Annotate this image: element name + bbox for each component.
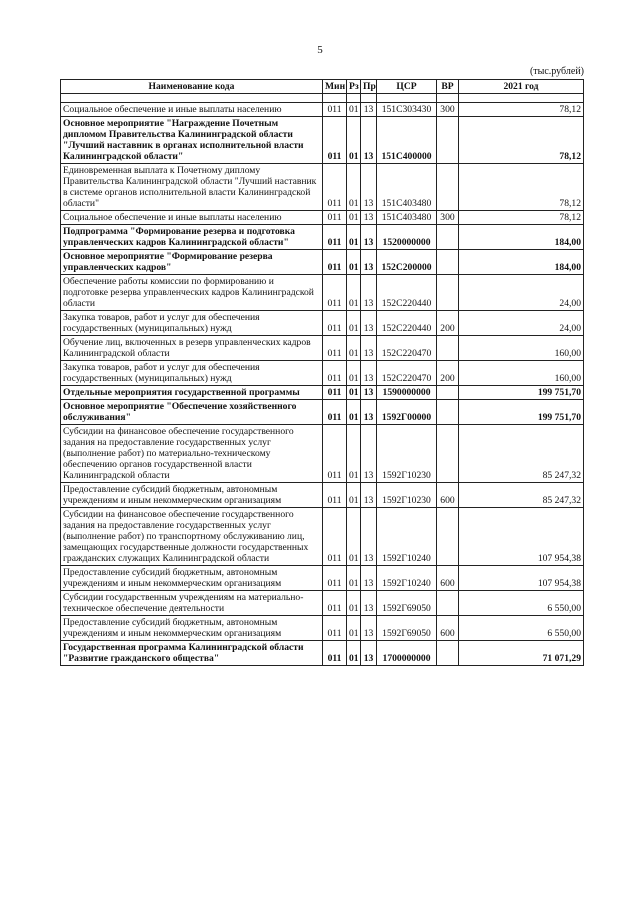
cell-name: Предоставление субсидий бюджетным, автономным учреждениям и иным некоммерческим организациям xyxy=(61,616,323,641)
table-row xyxy=(61,616,584,641)
cell-min: 011 xyxy=(323,483,347,508)
cell-vr xyxy=(437,225,459,250)
cell-vr xyxy=(437,591,459,616)
cell-vr xyxy=(437,425,459,483)
cell-sum: 78,12 xyxy=(459,117,584,164)
cell-csr: 1592Г00000 xyxy=(377,400,437,425)
cell-name: Единовременная выплата к Почетному диплому Правительства Калининградской области "Лучший наставник в системе органов исполнительной власти Калининградской области" xyxy=(61,164,323,211)
cell-rz: 01 xyxy=(347,616,361,641)
cell-min: 011 xyxy=(323,117,347,164)
cell-vr xyxy=(437,164,459,211)
cell-csr: 1592Г10240 xyxy=(377,508,437,566)
spacer-row xyxy=(61,94,584,103)
cell-pr: 13 xyxy=(361,225,377,250)
cell-min: 011 xyxy=(323,425,347,483)
cell-name: Основное мероприятие "Награждение Почетным дипломом Правительства Калининградской области "Лучший наставник в органах исполнительной власти Калининградской области" xyxy=(61,117,323,164)
cell-sum: 78,12 xyxy=(459,211,584,225)
table-row xyxy=(61,483,584,508)
cell-pr: 13 xyxy=(361,591,377,616)
cell-name: Субсидии государственным учреждениям на материально-техническое обеспечение деятельности xyxy=(61,591,323,616)
cell-sum: 199 751,70 xyxy=(459,386,584,400)
cell-min: 011 xyxy=(323,400,347,425)
cell-rz: 01 xyxy=(347,483,361,508)
table-row xyxy=(61,250,584,275)
cell-min: 011 xyxy=(323,164,347,211)
cell-pr: 13 xyxy=(361,386,377,400)
cell-name: Подпрограмма "Формирование резерва и подготовка управленческих кадров Калининградской области" xyxy=(61,225,323,250)
cell-rz: 01 xyxy=(347,425,361,483)
cell-name: Предоставление субсидий бюджетным, автономным учреждениям и иным некоммерческим организациям xyxy=(61,483,323,508)
cell-vr xyxy=(437,275,459,311)
cell-csr: 152С220440 xyxy=(377,311,437,336)
cell-min: 011 xyxy=(323,225,347,250)
cell-rz: 01 xyxy=(347,103,361,117)
cell-name: Основное мероприятие "Обеспечение хозяйственного обслуживания" xyxy=(61,400,323,425)
cell-rz: 01 xyxy=(347,211,361,225)
cell-name: Социальное обеспечение и иные выплаты населению xyxy=(61,211,323,225)
cell-pr: 13 xyxy=(361,641,377,666)
table-row xyxy=(61,386,584,400)
header-name: Наименование кода xyxy=(61,80,323,94)
table-row xyxy=(61,211,584,225)
cell-vr xyxy=(437,386,459,400)
cell-vr: 600 xyxy=(437,616,459,641)
cell-csr: 151С403480 xyxy=(377,164,437,211)
cell-vr: 300 xyxy=(437,103,459,117)
cell-name: Закупка товаров, работ и услуг для обеспечения государственных (муниципальных) нужд xyxy=(61,361,323,386)
cell-vr: 200 xyxy=(437,361,459,386)
table-header-row xyxy=(61,80,584,94)
header-year: 2021 год xyxy=(459,80,584,94)
cell-min: 011 xyxy=(323,103,347,117)
cell-name: Закупка товаров, работ и услуг для обеспечения государственных (муниципальных) нужд xyxy=(61,311,323,336)
cell-sum: 71 071,29 xyxy=(459,641,584,666)
cell-vr xyxy=(437,250,459,275)
budget-table xyxy=(60,79,584,666)
page-number: 5 xyxy=(317,44,323,56)
units-note: (тыс.рублей) xyxy=(529,66,584,77)
cell-sum: 78,12 xyxy=(459,164,584,211)
cell-name: Основное мероприятие "Формирование резерва управленческих кадров" xyxy=(61,250,323,275)
cell-name: Субсидии на финансовое обеспечение государственного задания на предоставление государственных услуг (выполнение работ) по транспортному обслуживанию лиц, замещающих государственные должности государственных гражданских служащих Калининградской области xyxy=(61,508,323,566)
cell-sum: 107 954,38 xyxy=(459,508,584,566)
cell-rz: 01 xyxy=(347,336,361,361)
header-csr: ЦСР xyxy=(377,80,437,94)
cell-min: 011 xyxy=(323,591,347,616)
table-row xyxy=(61,508,584,566)
table-row xyxy=(61,641,584,666)
cell-sum: 6 550,00 xyxy=(459,616,584,641)
cell-sum: 78,12 xyxy=(459,103,584,117)
table-row xyxy=(61,336,584,361)
cell-min: 011 xyxy=(323,386,347,400)
table-row xyxy=(61,164,584,211)
cell-pr: 13 xyxy=(361,311,377,336)
cell-min: 011 xyxy=(323,211,347,225)
cell-rz: 01 xyxy=(347,591,361,616)
cell-pr: 13 xyxy=(361,361,377,386)
cell-pr: 13 xyxy=(361,117,377,164)
table-row xyxy=(61,117,584,164)
cell-rz: 01 xyxy=(347,275,361,311)
cell-name: Предоставление субсидий бюджетным, автономным учреждениям и иным некоммерческим организациям xyxy=(61,566,323,591)
cell-csr: 151С403480 xyxy=(377,211,437,225)
cell-rz: 01 xyxy=(347,117,361,164)
cell-csr: 151С303430 xyxy=(377,103,437,117)
cell-min: 011 xyxy=(323,641,347,666)
cell-rz: 01 xyxy=(347,225,361,250)
cell-pr: 13 xyxy=(361,425,377,483)
cell-pr: 13 xyxy=(361,336,377,361)
table-row xyxy=(61,400,584,425)
cell-vr xyxy=(437,117,459,164)
cell-vr xyxy=(437,508,459,566)
cell-csr: 1520000000 xyxy=(377,225,437,250)
cell-min: 011 xyxy=(323,616,347,641)
cell-vr xyxy=(437,336,459,361)
cell-name: Социальное обеспечение и иные выплаты населению xyxy=(61,103,323,117)
cell-sum: 24,00 xyxy=(459,311,584,336)
cell-min: 011 xyxy=(323,508,347,566)
cell-name: Государственная программа Калининградской области "Развитие гражданского общества" xyxy=(61,641,323,666)
cell-rz: 01 xyxy=(347,386,361,400)
cell-sum: 85 247,32 xyxy=(459,425,584,483)
cell-csr: 1700000000 xyxy=(377,641,437,666)
header-pr: Пр xyxy=(361,80,377,94)
cell-csr: 1592Г10240 xyxy=(377,566,437,591)
header-min: Мин xyxy=(323,80,347,94)
cell-pr: 13 xyxy=(361,103,377,117)
table-row xyxy=(61,361,584,386)
cell-rz: 01 xyxy=(347,311,361,336)
header-rz: Рз xyxy=(347,80,361,94)
cell-csr: 1592Г10230 xyxy=(377,425,437,483)
cell-pr: 13 xyxy=(361,566,377,591)
table-row xyxy=(61,225,584,250)
table-row xyxy=(61,275,584,311)
cell-pr: 13 xyxy=(361,250,377,275)
cell-pr: 13 xyxy=(361,164,377,211)
cell-vr xyxy=(437,400,459,425)
cell-pr: 13 xyxy=(361,275,377,311)
cell-name: Отдельные мероприятия государственной программы xyxy=(61,386,323,400)
cell-csr: 152С200000 xyxy=(377,250,437,275)
cell-csr: 152С220470 xyxy=(377,361,437,386)
cell-csr: 1592Г69050 xyxy=(377,591,437,616)
table-row xyxy=(61,566,584,591)
cell-sum: 24,00 xyxy=(459,275,584,311)
cell-csr: 151С400000 xyxy=(377,117,437,164)
cell-sum: 85 247,32 xyxy=(459,483,584,508)
cell-csr: 1590000000 xyxy=(377,386,437,400)
table-row xyxy=(61,103,584,117)
cell-min: 011 xyxy=(323,250,347,275)
cell-csr: 1592Г10230 xyxy=(377,483,437,508)
cell-rz: 01 xyxy=(347,508,361,566)
cell-min: 011 xyxy=(323,311,347,336)
cell-min: 011 xyxy=(323,361,347,386)
cell-vr: 600 xyxy=(437,566,459,591)
cell-name: Субсидии на финансовое обеспечение государственного задания на предоставление государственных услуг (выполнение работ) по материально-техническому обеспечению органов государственной власти Калининградской области xyxy=(61,425,323,483)
cell-min: 011 xyxy=(323,275,347,311)
cell-vr: 200 xyxy=(437,311,459,336)
cell-csr: 152С220440 xyxy=(377,275,437,311)
cell-pr: 13 xyxy=(361,400,377,425)
cell-pr: 13 xyxy=(361,483,377,508)
cell-rz: 01 xyxy=(347,400,361,425)
cell-vr: 300 xyxy=(437,211,459,225)
cell-rz: 01 xyxy=(347,641,361,666)
cell-vr: 600 xyxy=(437,483,459,508)
cell-rz: 01 xyxy=(347,566,361,591)
cell-sum: 184,00 xyxy=(459,225,584,250)
cell-rz: 01 xyxy=(347,250,361,275)
table-row xyxy=(61,591,584,616)
cell-rz: 01 xyxy=(347,361,361,386)
cell-min: 011 xyxy=(323,336,347,361)
table-row xyxy=(61,425,584,483)
table-row xyxy=(61,311,584,336)
cell-sum: 107 954,38 xyxy=(459,566,584,591)
cell-sum: 199 751,70 xyxy=(459,400,584,425)
header-vr: ВР xyxy=(437,80,459,94)
cell-sum: 160,00 xyxy=(459,361,584,386)
cell-sum: 160,00 xyxy=(459,336,584,361)
cell-name: Обеспечение работы комиссии по формированию и подготовке резерва управленческих кадров Калининградской области xyxy=(61,275,323,311)
cell-pr: 13 xyxy=(361,508,377,566)
cell-rz: 01 xyxy=(347,164,361,211)
cell-sum: 184,00 xyxy=(459,250,584,275)
cell-vr xyxy=(437,641,459,666)
cell-name: Обучение лиц, включенных в резерв управленческих кадров Калининградской области xyxy=(61,336,323,361)
cell-min: 011 xyxy=(323,566,347,591)
cell-pr: 13 xyxy=(361,211,377,225)
cell-csr: 152С220470 xyxy=(377,336,437,361)
cell-pr: 13 xyxy=(361,616,377,641)
cell-sum: 6 550,00 xyxy=(459,591,584,616)
cell-csr: 1592Г69050 xyxy=(377,616,437,641)
